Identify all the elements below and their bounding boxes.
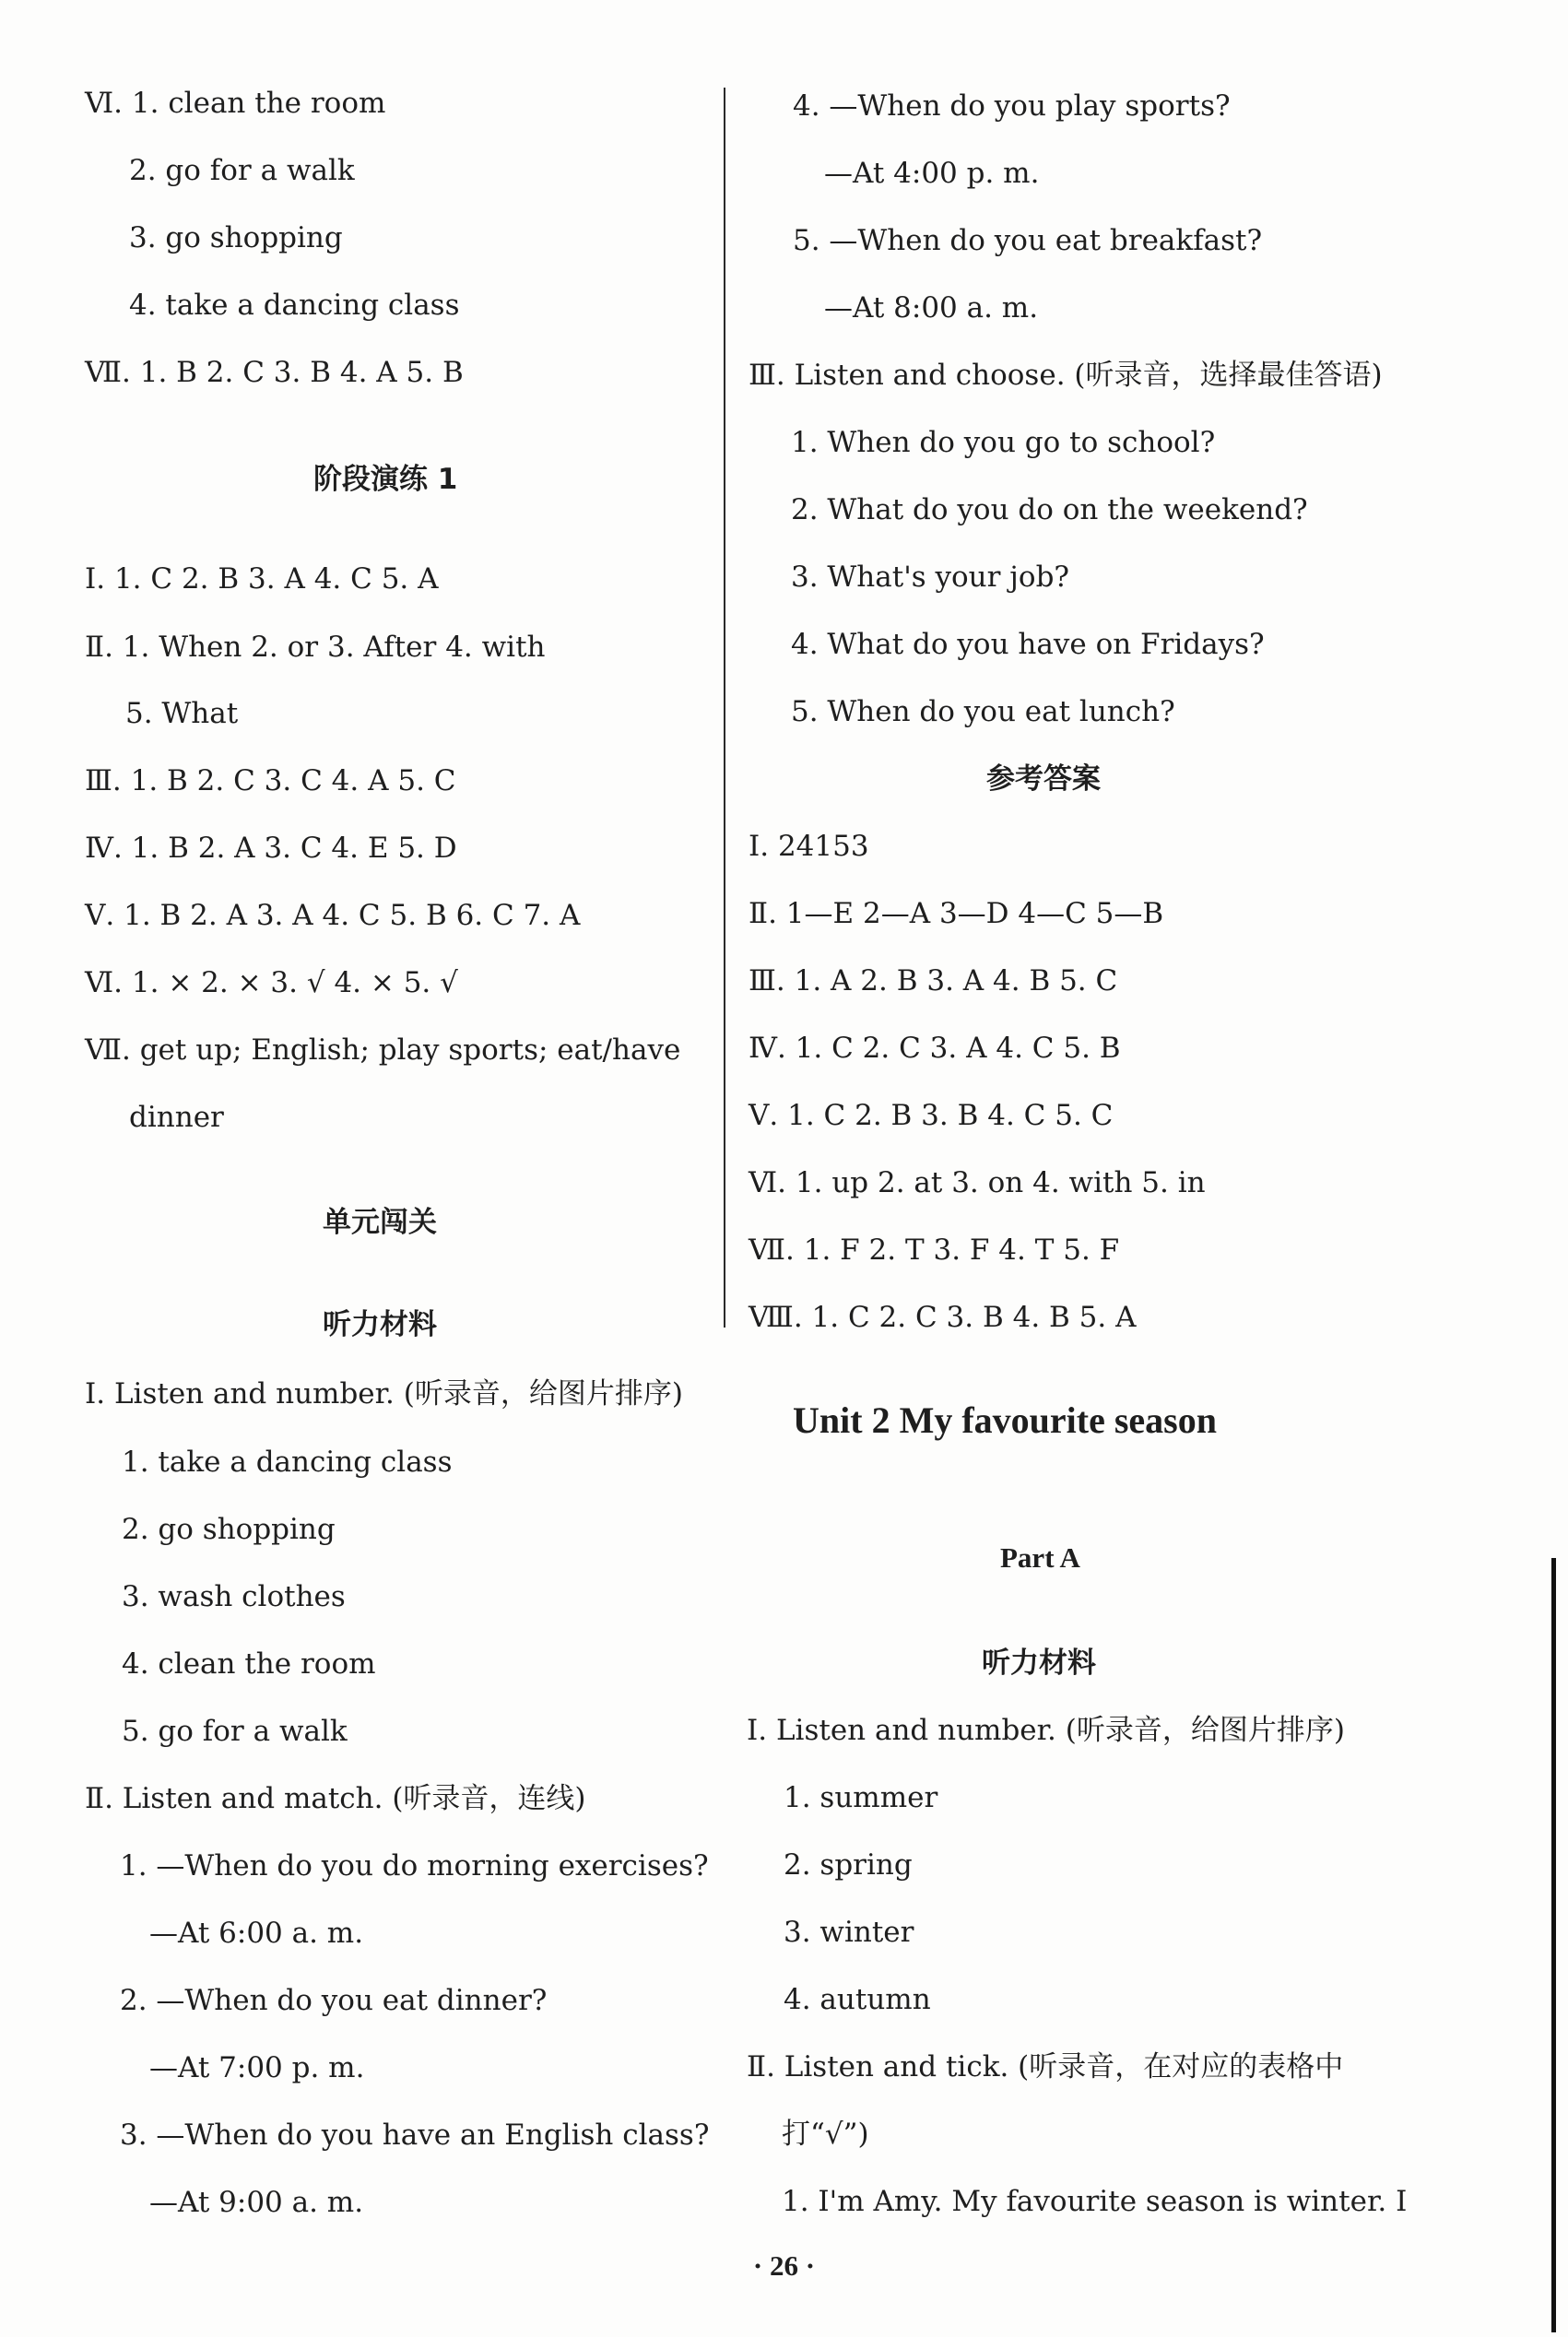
listening-line: —At 8:00 a. m. — [824, 291, 1039, 325]
answer-line: dinner — [129, 1101, 224, 1134]
unit-title: Unit 2 My favourite season — [793, 1399, 1217, 1441]
listening-line: 1. —When do you do morning exercises? — [120, 1849, 709, 1883]
listening-line: 5. go for a walk — [122, 1715, 348, 1748]
answer-line: Ⅵ. 1. up 2. at 3. on 4. with 5. in — [749, 1166, 1206, 1199]
listening-line: 4. What do you have on Fridays? — [791, 628, 1265, 661]
listening-line: 2. go shopping — [122, 1513, 336, 1546]
answer-line: Ⅵ. 1. clean the room — [85, 87, 386, 120]
answer-line: Ⅳ. 1. C 2. C 3. A 4. C 5. B — [749, 1032, 1121, 1065]
exercise-title: Ⅰ. Listen and number. (听录音，给图片排序) — [85, 1377, 683, 1410]
exercise-title: Ⅱ. Listen and match. (听录音，连线) — [85, 1782, 586, 1815]
section-heading: 参考答案 — [986, 762, 1101, 796]
page-number: · 26 · — [752, 2249, 816, 2282]
listening-line: 3. wash clothes — [122, 1580, 346, 1613]
answer-line: 2. go for a walk — [129, 154, 355, 187]
listening-line: 3. —When do you have an English class? — [120, 2119, 710, 2152]
listening-line: 3. winter — [784, 1916, 914, 1949]
listening-line: 4. autumn — [784, 1983, 931, 2016]
answer-line: Ⅰ. 24153 — [749, 830, 869, 863]
answer-line: Ⅲ. 1. B 2. C 3. C 4. A 5. C — [85, 764, 456, 797]
section-heading: 单元闯关 — [323, 1206, 437, 1239]
listening-line: 2. spring — [784, 1848, 913, 1882]
exercise-title: Ⅱ. Listen and tick. (听录音，在对应的表格中 — [747, 2050, 1344, 2083]
answer-line: Ⅷ. 1. C 2. C 3. B 4. B 5. A — [749, 1301, 1137, 1334]
listening-line: 2. —When do you eat dinner? — [120, 1984, 548, 2017]
listening-line: 4. —When do you play sports? — [793, 89, 1231, 123]
answer-line: Ⅶ. 1. F 2. T 3. F 4. T 5. F — [749, 1233, 1120, 1267]
listening-line: 5. When do you eat lunch? — [791, 695, 1175, 728]
column-divider — [724, 88, 725, 1328]
section-heading: 听力材料 — [323, 1308, 437, 1341]
listening-line: —At 6:00 a. m. — [149, 1917, 364, 1950]
section-heading: 阶段演练 1 — [313, 463, 458, 496]
exercise-title: Ⅰ. Listen and number. (听录音，给图片排序) — [747, 1714, 1345, 1747]
answer-line: Ⅰ. 1. C 2. B 3. A 4. C 5. A — [85, 562, 439, 596]
answer-line: Ⅳ. 1. B 2. A 3. C 4. E 5. D — [85, 832, 457, 865]
answer-line: Ⅱ. 1—E 2—A 3—D 4—C 5—B — [749, 897, 1164, 930]
answer-line: Ⅶ. 1. B 2. C 3. B 4. A 5. B — [85, 356, 464, 389]
part-title: Part A — [1000, 1541, 1080, 1574]
section-heading: 听力材料 — [982, 1647, 1096, 1680]
listening-line: —At 9:00 a. m. — [149, 2186, 364, 2219]
page-edge-bar — [1551, 1558, 1556, 2332]
listening-line: 1. summer — [784, 1781, 938, 1814]
answer-line: Ⅵ. 1. × 2. × 3. √ 4. × 5. √ — [85, 966, 458, 999]
listening-line: 4. clean the room — [122, 1647, 376, 1681]
answer-line: Ⅴ. 1. B 2. A 3. A 4. C 5. B 6. C 7. A — [85, 899, 581, 932]
listening-line: 1. When do you go to school? — [791, 426, 1216, 459]
answer-line: Ⅶ. get up; English; play sports; eat/have — [85, 1033, 681, 1067]
answer-line: Ⅲ. 1. A 2. B 3. A 4. B 5. C — [749, 964, 1118, 997]
exercise-title: Ⅲ. Listen and choose. (听录音，选择最佳答语) — [749, 359, 1383, 392]
listening-line: 1. take a dancing class — [122, 1446, 453, 1479]
listening-line: —At 4:00 p. m. — [824, 157, 1040, 190]
listening-line: 3. What's your job? — [791, 561, 1070, 594]
listening-line: —At 7:00 p. m. — [149, 2051, 365, 2084]
answer-line: Ⅴ. 1. C 2. B 3. B 4. C 5. C — [749, 1099, 1114, 1132]
listening-line: 5. —When do you eat breakfast? — [793, 224, 1263, 257]
answer-line: 5. What — [125, 697, 239, 730]
listening-line: 1. I'm Amy. My favourite season is winter. I — [782, 2185, 1408, 2218]
answer-line: 3. go shopping — [129, 221, 343, 254]
listening-line: 2. What do you do on the weekend? — [791, 493, 1308, 526]
listening-line: 打“√”) — [782, 2118, 869, 2151]
answer-line: Ⅱ. 1. When 2. or 3. After 4. with — [85, 631, 546, 664]
answer-line: 4. take a dancing class — [129, 289, 460, 322]
